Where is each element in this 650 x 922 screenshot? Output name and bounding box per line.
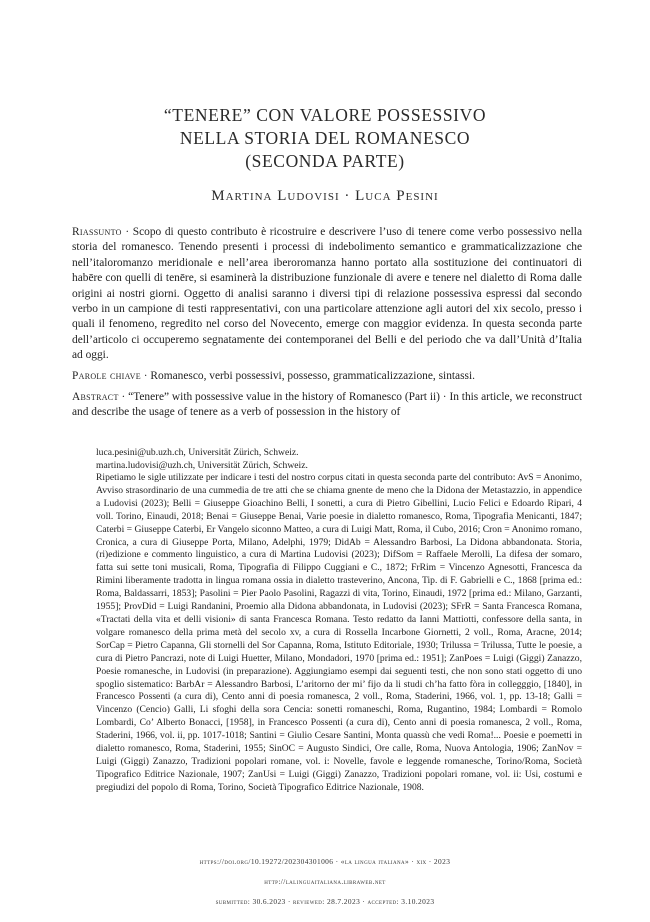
email-ludovisi: martina.ludovisi@uzh.ch, Universität Zürich, Schweiz. (96, 459, 308, 471)
riassunto-text: · Scopo di questo contributo è ricostruire e descrivere l’uso di tenere come verbo possessivo nella storia del romanesco. Tenendo presenti i processi di indebolimento semantico e grammaticalizzazione che nell’italoromanzo meridionale e nell’area iberoromanza hanno portato alla sostituzione dei continuatori di habēre con quelli di tenēre, si esaminerà la distribuzione funzionale di avere e tenere nel dialetto di Roma dalle origini ai nostri giorni. Oggetto di analisi saranno i diversi tipi di relazione possessiva espressi dal secondo verbo in un campione di testi rappresentativi, con una particolare attenzione agli autori del xix secolo, presso i quali il fenomeno, regredito nel corso del Novecento, emerge con maggior evidenza. In questa seconda parte dell’articolo ci occuperemo segnatamente dei contemporanei del Belli e del periodo che va dall’Unità d’Italia ad oggi. (72, 226, 582, 362)
keywords-paragraph (72, 369, 582, 384)
email-pesini: luca.pesini@ub.uzh.ch, Universität Zürich, Schweiz. (96, 447, 299, 458)
abstract-label: Abstract (72, 391, 119, 403)
footnote-sigle (96, 472, 582, 795)
keywords-text: · Romanesco, verbi possessivi, possesso, grammaticalizzazione, sintassi. (140, 370, 475, 382)
title-line-1: “TENERE” CON VALORE POSSESSIVO (163, 105, 487, 125)
footer-doi: https://doi.org/10.19272/202304301006 · «la lingua italiana» · xix · 2023 (199, 857, 451, 866)
authors: Martina Ludovisi · Luca Pesini (211, 188, 439, 204)
sigle-text: Ripetiamo le sigle utilizzate per indicare i testi del nostro corpus citati in questa seconda parte del contributo: AvS = Anonimo, Avviso strasordinario de una cummedia de tre atti che se chiama gnente de meno che la Didona der Metastazzio, in appendice a Ludovisi (2023); Belli = Giuseppe Gioachino Belli, I sonetti, a cura di Pietro Gibellini, Lucio Felici e Edoardo Ripari, 4 voll. Torino, Einaudi, 2018; Benai = Giuseppe Benai, Varie poesie in dialetto romanesco, Roma, Tipografia Menicanti, 1847; Caterbi = Giuseppe Caterbi, Er Vangelo siconno Matteo, a cura di Luigi Matt, Roma, il Cubo, 2016; Cron = Anonimo romano, Cronica, a cura di Giuseppe Porta, Milano, Adelphi, 1979; DidAb = Alessandro Barbosi, La Didona abbandonata. Storia, (ri)edizione e commento linguistico, a cura di Martina Ludovisi (2023); DifSom = Raffaele Merolli, La difesa der somaro, fatta sui sette toni musicali, Roma, Tipografia di Filippo Cuggiani e C., 1872; FrRim = Vincenzo Agnesotti, Francesca da Rimini liberamente tradotta in lingua romana ossia in dialetto trasteverino, Ancona, Tip. di F. Gabrielli e C., 1868 [prima ed.: Roma, Baldassarri, 1853]; Pasolini = Pier Paolo Pasolini, Ragazzi di vita, Torino, Einaudi, 1972 [prima ed.: Milano, Garzanti, 1955]; ProvDid = Luigi Randanini, Proemio alla Didona abbandonata, in Ludovisi (2023); SFrR = Santa Francesca Romana, «Tractati della vita et delli visioni» di santa Francesca Romana. Testo redatto da Ianni Mattiotti, confessore della santa, in volgare romanesco della prima metà del secolo xv, a cura di Rossella Incarbone Giornetti, 2 voll., Roma, Aracne, 2014; SorCap = Pietro Capanna, Gli stornelli del Sor Capanna, Roma, Istituto Editoriale, 1930; Trilussa = Trilussa, Tutte le poesie, a cura di Pietro Pancrazi, note di Luigi Huetter, Milano, Mondadori, 1970 [prima ed.: 1951]; ZanPoes = Luigi (Giggi) Zanazzo, Poesie romanesche, in Ludovisi (in preparazione). Aggiungiamo esempi dai seguenti testi, che non sono stati oggetto di uno spoglio sistematico: BarbAr = Alessandro Barbosi, L’aritorno der mi’ fijo da li studi ch’ha fatto fòra in collegggio, [1840], in Francesco Possenti (a cura di), Cento anni di poesia romanesca, 2 voll., Roma, Staderini, 1966, vol. 1, pp. 13-18; Galli = Vincenzo (Cencio) Galli, Li sfoghi della sora Cencia: sonetti romaneschi, Roma, Rugantino, 1984; Lombardi = Romolo Lombardi, Co’ Alberto Bonacci, [1958], in Francesco Possenti (a cura di), Cento anni di poesia romanesca, 2 voll., Roma, Staderini, 1966, vol. ii, pp. 1017-1018; Santini = Giulio Cesare Santini, Monta quassù che vedi Roma!... Poesie e poemetti in dialetto romanesco, Roma, Staderini, 1955; SinOC = Augusto Sindici, Ore calle, Roma, Nuova Antologia, 1906; ZanNov = Luigi (Giggi) Zanazzo, Tradizioni popolari romane, vol. i: Novelle, favole e leggende romanesche, Torino/Roma, Società Tipografico Editrice Nazionale, 1907; ZanUsi = Luigi (Giggi) Zanazzo, Tradizioni popolari romane, vol. ii: Usi, costumi e pregiudizi del popolo di Roma, Torino, Società Tipografico Editrice Nazionale, 1908. (96, 472, 582, 793)
title-line-2: NELLA STORIA DEL ROMANESCO (179, 128, 471, 148)
keywords-label: Parole chiave (72, 370, 141, 382)
footer-url: http://lalinguaitaliana.libraweb.net (264, 877, 386, 886)
riassunto-paragraph (72, 225, 582, 364)
footnote-emails (96, 447, 582, 473)
abstract-paragraph (72, 390, 582, 421)
footer-dates: submitted: 30.6.2023 · reviewed: 28.7.2023 · accepted: 3.10.2023 (215, 897, 435, 906)
riassunto-label: Riassunto (72, 226, 122, 238)
title-line-3: (SECONDA PARTE) (245, 151, 405, 171)
abstract-text: · “Tenere” with possessive value in the history of Romanesco (Part ii) · In this article, we reconstruct and describe the usage of tenere as a verb of possession in the history of (72, 391, 582, 419)
article-title (0, 104, 650, 173)
